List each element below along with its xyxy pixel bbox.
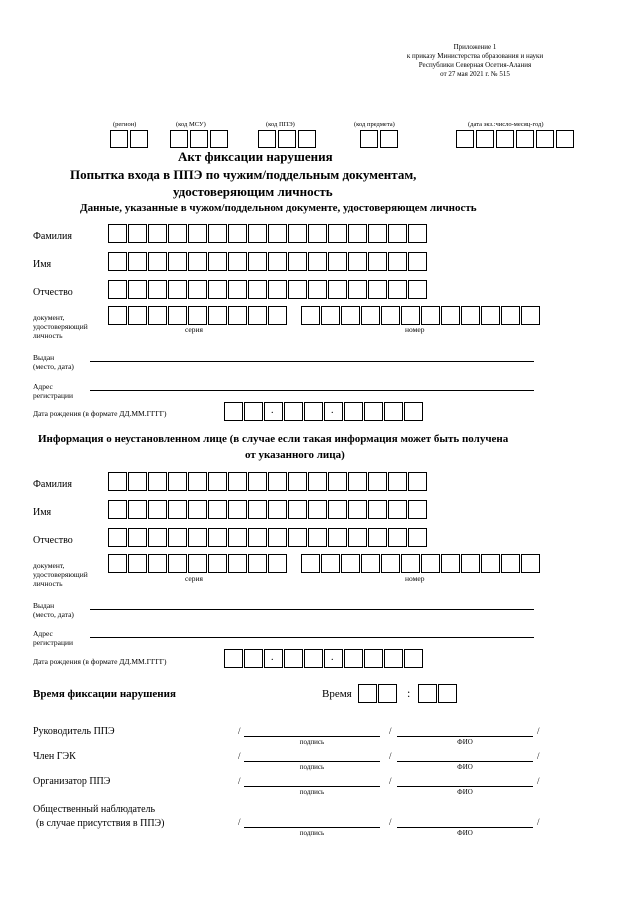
appendix-header: [380, 43, 570, 79]
box[interactable]: [521, 554, 540, 573]
box[interactable]: [108, 252, 127, 271]
subject-caption: (код предмета): [354, 121, 395, 128]
box[interactable]: [368, 500, 387, 519]
box[interactable]: [130, 130, 148, 148]
box[interactable]: [108, 306, 127, 325]
box[interactable]: [368, 472, 387, 491]
box[interactable]: [476, 130, 494, 148]
box[interactable]: [360, 130, 378, 148]
exam-date-boxes[interactable]: [456, 130, 576, 148]
box[interactable]: [328, 252, 347, 271]
box[interactable]: [348, 252, 367, 271]
box[interactable]: [421, 554, 440, 573]
document-label-2: [33, 561, 88, 588]
box[interactable]: [168, 224, 187, 243]
box[interactable]: [298, 130, 316, 148]
box[interactable]: [308, 500, 327, 519]
surname-boxes[interactable]: [108, 224, 428, 243]
box[interactable]: [128, 252, 147, 271]
box[interactable]: [248, 472, 267, 491]
box[interactable]: [384, 649, 403, 668]
box[interactable]: [344, 649, 363, 668]
box[interactable]: [401, 554, 420, 573]
box[interactable]: [128, 554, 147, 573]
birthdate-label: Дата рождения (в формате ДД.ММ.ГГГГ): [33, 409, 167, 418]
box[interactable]: [188, 252, 207, 271]
birthdate-label-2: Дата рождения (в формате ДД.ММ.ГГГГ): [33, 657, 167, 666]
box[interactable]: [268, 224, 287, 243]
signature-role-label: Член ГЭК: [33, 751, 76, 762]
surname-label: Фамилия: [33, 231, 72, 242]
address-field-2[interactable]: [90, 637, 534, 638]
region-caption: (регион): [113, 121, 137, 128]
date-dot: .: [331, 652, 334, 663]
number-boxes-2[interactable]: [301, 554, 541, 573]
msu-caption: (код МСУ): [176, 121, 206, 128]
box[interactable]: [128, 224, 147, 243]
box[interactable]: [148, 472, 167, 491]
document-label-line: документ,: [33, 561, 65, 570]
date-dot: .: [271, 652, 274, 663]
subject-code-boxes[interactable]: [360, 130, 400, 148]
box[interactable]: [461, 554, 480, 573]
box[interactable]: [128, 472, 147, 491]
address-label-2: [33, 629, 73, 647]
document-label-line: документ,: [33, 313, 65, 322]
fio-caption: ФИО: [457, 763, 473, 771]
signature-role-label: Общественный наблюдатель: [33, 804, 156, 815]
date-separator: [264, 649, 283, 668]
slash: /: [389, 726, 392, 736]
box[interactable]: [108, 472, 127, 491]
series-caption-2: серия: [185, 574, 203, 583]
time-colon: :: [407, 686, 411, 700]
box[interactable]: [388, 252, 407, 271]
box[interactable]: [228, 306, 247, 325]
box[interactable]: [288, 252, 307, 271]
date-caption: (дата экз.:число-месяц-год): [468, 121, 544, 128]
section2-heading-1: Информация о неустановленном лице (в случае если такая информация может быть получена: [38, 433, 509, 445]
box[interactable]: [401, 306, 420, 325]
box[interactable]: [361, 306, 380, 325]
box[interactable]: [461, 306, 480, 325]
header-line-3: Республики Северная Осетия-Алания: [418, 61, 532, 69]
box[interactable]: [188, 500, 207, 519]
box[interactable]: [456, 130, 474, 148]
region-code-boxes[interactable]: [110, 130, 150, 148]
box[interactable]: [408, 500, 427, 519]
box[interactable]: [378, 684, 397, 703]
ppe-caption: (код ППЭ): [266, 121, 295, 128]
box[interactable]: [284, 402, 303, 421]
issued-field-2[interactable]: [90, 609, 534, 610]
document-label-line: личность: [33, 331, 63, 340]
box[interactable]: [108, 500, 127, 519]
box[interactable]: [168, 472, 187, 491]
box[interactable]: [170, 130, 188, 148]
box[interactable]: [210, 130, 228, 148]
slash: /: [537, 726, 540, 736]
act-title: Акт фиксации нарушения: [178, 149, 333, 164]
box[interactable]: [384, 402, 403, 421]
box[interactable]: [188, 554, 207, 573]
box[interactable]: [108, 554, 127, 573]
box[interactable]: [368, 252, 387, 271]
box[interactable]: [441, 554, 460, 573]
box[interactable]: [481, 554, 500, 573]
date-dot: .: [331, 405, 334, 416]
document-label-line: удостоверяющий: [33, 322, 88, 331]
slash: /: [389, 776, 392, 786]
address-label-line: регистрации: [33, 638, 73, 647]
box[interactable]: [341, 554, 360, 573]
act-subtitle-1: Попытка входа в ППЭ по чужим/поддельным документам,: [70, 167, 417, 182]
box[interactable]: [188, 280, 207, 299]
box[interactable]: [421, 306, 440, 325]
box[interactable]: [228, 472, 247, 491]
box[interactable]: [328, 500, 347, 519]
box[interactable]: [188, 528, 207, 547]
signature-caption: подпись: [299, 788, 325, 796]
box[interactable]: [308, 472, 327, 491]
box[interactable]: [108, 528, 127, 547]
box[interactable]: [188, 224, 207, 243]
slash: /: [238, 726, 241, 736]
box[interactable]: [348, 528, 367, 547]
slash: /: [238, 751, 241, 761]
box[interactable]: [368, 528, 387, 547]
name-label-2: Имя: [33, 507, 52, 518]
address-label: [33, 382, 73, 400]
box[interactable]: [110, 130, 128, 148]
signature-role-label: Руководитель ППЭ: [33, 726, 115, 737]
box[interactable]: [404, 649, 423, 668]
box[interactable]: [128, 500, 147, 519]
box[interactable]: [228, 554, 247, 573]
box[interactable]: [501, 554, 520, 573]
box[interactable]: [148, 224, 167, 243]
box[interactable]: [388, 472, 407, 491]
box[interactable]: [248, 224, 267, 243]
date-separator: [264, 402, 283, 421]
signature-field[interactable]: [244, 786, 380, 787]
box[interactable]: [268, 500, 287, 519]
box[interactable]: [380, 130, 398, 148]
box[interactable]: [364, 649, 383, 668]
document-label-line: личность: [33, 579, 63, 588]
header-line-4: от 27 мая 2021 г. № 515: [440, 70, 510, 78]
fio-field[interactable]: [397, 736, 533, 737]
box[interactable]: [168, 500, 187, 519]
box[interactable]: [268, 554, 287, 573]
msu-code-boxes[interactable]: [170, 130, 230, 148]
header-line-1: Приложение 1: [453, 43, 497, 51]
patronymic-label-2: Отчество: [33, 535, 73, 546]
date-separator: [324, 649, 343, 668]
box[interactable]: [224, 649, 243, 668]
box[interactable]: [288, 500, 307, 519]
box[interactable]: [168, 528, 187, 547]
fio-caption: ФИО: [457, 738, 473, 746]
box[interactable]: [388, 280, 407, 299]
box[interactable]: [321, 306, 340, 325]
signature-field[interactable]: [244, 761, 380, 762]
box[interactable]: [364, 402, 383, 421]
box[interactable]: [148, 252, 167, 271]
box[interactable]: [244, 402, 263, 421]
number-caption: номер: [405, 325, 425, 334]
box[interactable]: [188, 306, 207, 325]
address-label-line: Адрес: [33, 629, 53, 638]
box[interactable]: [304, 402, 323, 421]
name-boxes-2[interactable]: [108, 500, 428, 519]
box[interactable]: [358, 684, 377, 703]
series-boxes-2[interactable]: [108, 554, 288, 573]
box[interactable]: [108, 224, 127, 243]
patronymic-label: Отчество: [33, 287, 73, 298]
slash: /: [389, 817, 392, 827]
box[interactable]: [228, 224, 247, 243]
box[interactable]: [268, 528, 287, 547]
box[interactable]: [248, 280, 267, 299]
box[interactable]: [244, 649, 263, 668]
box[interactable]: [521, 306, 540, 325]
box[interactable]: [188, 472, 207, 491]
box[interactable]: [268, 252, 287, 271]
signature-field[interactable]: [244, 827, 380, 828]
fio-field[interactable]: [397, 827, 533, 828]
series-caption: серия: [185, 325, 203, 334]
box[interactable]: [328, 280, 347, 299]
document-label-line: удостоверяющий: [33, 570, 88, 579]
box[interactable]: [190, 130, 208, 148]
box[interactable]: [168, 252, 187, 271]
box[interactable]: [248, 500, 267, 519]
box[interactable]: [208, 280, 227, 299]
box[interactable]: [308, 528, 327, 547]
box[interactable]: [208, 252, 227, 271]
box[interactable]: [388, 528, 407, 547]
box[interactable]: [248, 252, 267, 271]
box[interactable]: [348, 280, 367, 299]
box[interactable]: [328, 472, 347, 491]
ppe-code-boxes[interactable]: [258, 130, 318, 148]
box[interactable]: [348, 472, 367, 491]
address-field[interactable]: [90, 390, 534, 391]
box[interactable]: [288, 472, 307, 491]
issued-label-line: (место, дата): [33, 610, 74, 619]
box[interactable]: [441, 306, 460, 325]
number-caption-2: номер: [405, 574, 425, 583]
box[interactable]: [268, 306, 287, 325]
address-label-line: Адрес: [33, 382, 53, 391]
box[interactable]: [388, 500, 407, 519]
box[interactable]: [361, 554, 380, 573]
box[interactable]: [208, 500, 227, 519]
box[interactable]: [481, 306, 500, 325]
box[interactable]: [208, 528, 227, 547]
box[interactable]: [284, 649, 303, 668]
box[interactable]: [148, 500, 167, 519]
section2-heading-2: от указанного лица): [245, 449, 345, 461]
box[interactable]: [258, 130, 276, 148]
box[interactable]: [344, 402, 363, 421]
time-label: Время: [322, 688, 352, 700]
box[interactable]: [288, 224, 307, 243]
box[interactable]: [301, 554, 320, 573]
issued-label: [33, 353, 74, 371]
box[interactable]: [304, 649, 323, 668]
box[interactable]: [368, 224, 387, 243]
box[interactable]: [168, 280, 187, 299]
hours-boxes[interactable]: [358, 684, 398, 703]
section1-heading: Данные, указанные в чужом/поддельном документе, удостоверяющем личность: [80, 202, 477, 214]
box[interactable]: [148, 554, 167, 573]
signature-caption: подпись: [299, 738, 325, 746]
birthdate-boxes[interactable]: [224, 402, 424, 421]
name-label: Имя: [33, 259, 52, 270]
patronymic-boxes-2[interactable]: [108, 528, 428, 547]
surname-boxes-2[interactable]: [108, 472, 428, 491]
box[interactable]: [418, 684, 437, 703]
signature-role-label: Организатор ППЭ: [33, 776, 111, 787]
issued-field[interactable]: [90, 361, 534, 362]
date-dot: .: [271, 405, 274, 416]
signature-role-label-2: (в случае присутствия в ППЭ): [36, 818, 165, 829]
fio-field[interactable]: [397, 761, 533, 762]
box[interactable]: [496, 130, 514, 148]
box[interactable]: [308, 224, 327, 243]
box[interactable]: [208, 224, 227, 243]
box[interactable]: [128, 306, 147, 325]
box[interactable]: [321, 554, 340, 573]
box[interactable]: [168, 306, 187, 325]
box[interactable]: [408, 528, 427, 547]
box[interactable]: [288, 528, 307, 547]
box[interactable]: [501, 306, 520, 325]
box[interactable]: [278, 130, 296, 148]
box[interactable]: [228, 500, 247, 519]
box[interactable]: [228, 528, 247, 547]
birthdate-boxes-2[interactable]: [224, 649, 424, 668]
box[interactable]: [341, 306, 360, 325]
box[interactable]: [248, 306, 267, 325]
patronymic-boxes[interactable]: [108, 280, 428, 299]
slash: /: [238, 817, 241, 827]
box[interactable]: [148, 306, 167, 325]
box[interactable]: [288, 280, 307, 299]
box[interactable]: [268, 280, 287, 299]
box[interactable]: [388, 224, 407, 243]
box[interactable]: [556, 130, 574, 148]
box[interactable]: [438, 684, 457, 703]
box[interactable]: [228, 280, 247, 299]
box[interactable]: [248, 554, 267, 573]
fio-field[interactable]: [397, 786, 533, 787]
box[interactable]: [328, 528, 347, 547]
box[interactable]: [168, 554, 187, 573]
box[interactable]: [208, 472, 227, 491]
box[interactable]: [308, 252, 327, 271]
minutes-boxes[interactable]: [418, 684, 458, 703]
name-boxes[interactable]: [108, 252, 428, 271]
box[interactable]: [301, 306, 320, 325]
box[interactable]: [328, 224, 347, 243]
box[interactable]: [148, 280, 167, 299]
box[interactable]: [108, 280, 127, 299]
address-label-line: регистрации: [33, 391, 73, 400]
box[interactable]: [408, 280, 427, 299]
box[interactable]: [381, 554, 400, 573]
signature-caption: подпись: [299, 829, 325, 837]
box[interactable]: [348, 500, 367, 519]
issued-label-line: Выдан: [33, 601, 55, 610]
box[interactable]: [536, 130, 554, 148]
box[interactable]: [408, 472, 427, 491]
box[interactable]: [408, 252, 427, 271]
surname-label-2: Фамилия: [33, 479, 72, 490]
box[interactable]: [308, 280, 327, 299]
violation-time-heading: Время фиксации нарушения: [33, 688, 176, 700]
box[interactable]: [348, 224, 367, 243]
header-line-2: к приказу Министерства образования и науки: [406, 52, 544, 60]
fio-caption: ФИО: [457, 788, 473, 796]
document-label: [33, 313, 88, 340]
slash: /: [389, 751, 392, 761]
number-boxes[interactable]: [301, 306, 541, 325]
issued-label-2: [33, 601, 74, 619]
box[interactable]: [368, 280, 387, 299]
box[interactable]: [381, 306, 400, 325]
series-boxes[interactable]: [108, 306, 288, 325]
box[interactable]: [208, 306, 227, 325]
box[interactable]: [248, 528, 267, 547]
signature-field[interactable]: [244, 736, 380, 737]
box[interactable]: [268, 472, 287, 491]
box[interactable]: [404, 402, 423, 421]
slash: /: [238, 776, 241, 786]
fio-caption: ФИО: [457, 829, 473, 837]
box[interactable]: [128, 280, 147, 299]
slash: /: [537, 751, 540, 761]
slash: /: [537, 776, 540, 786]
box[interactable]: [148, 528, 167, 547]
act-subtitle-2: удостоверяющим личность: [173, 184, 333, 199]
box[interactable]: [128, 528, 147, 547]
box[interactable]: [408, 224, 427, 243]
box[interactable]: [516, 130, 534, 148]
signature-caption: подпись: [299, 763, 325, 771]
box[interactable]: [224, 402, 243, 421]
box[interactable]: [228, 252, 247, 271]
date-separator: [324, 402, 343, 421]
slash: /: [537, 817, 540, 827]
issued-label-line: Выдан: [33, 353, 55, 362]
issued-label-line: (место, дата): [33, 362, 74, 371]
box[interactable]: [208, 554, 227, 573]
